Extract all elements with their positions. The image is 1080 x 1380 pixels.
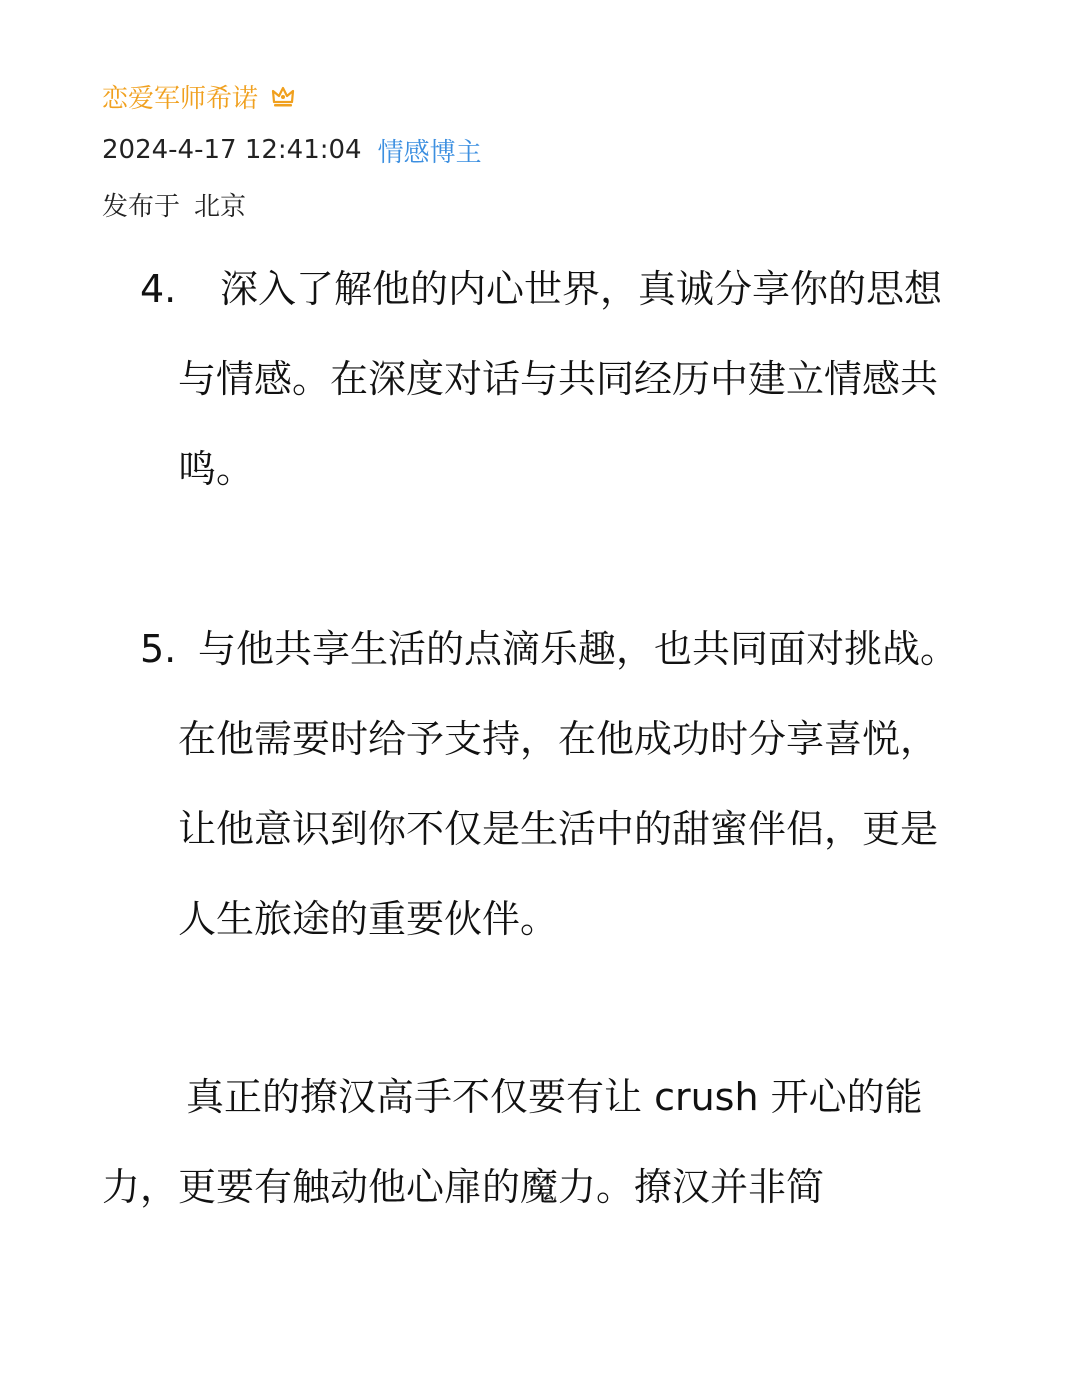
item-number: 4. [140, 267, 177, 311]
location-label: 发布于 [102, 191, 181, 222]
author-row [102, 70, 982, 122]
list-item [140, 244, 970, 514]
meta-row [102, 122, 982, 178]
crown-icon [270, 83, 296, 109]
author-name[interactable]: 恋爱军师希诺 [102, 83, 259, 114]
location-value: 北京 [194, 191, 247, 222]
role-tag[interactable]: 情感博主 [377, 137, 482, 168]
closing-paragraph: 真正的撩汉高手不仅要有让 crush 开心的能力，更要有触动他心扉的魔力。撩汉并非简 [102, 1075, 923, 1209]
post-header [102, 70, 982, 230]
list-item [140, 604, 970, 964]
item-text: 深入了解他的内心世界，真诚分享你的思想与情感。在深度对话与共同经历中建立情感共鸣。 [178, 267, 943, 491]
location-row [102, 178, 982, 230]
post-timestamp: 2024-4-17 12:41:04 [102, 135, 362, 165]
item-number: 5. [140, 627, 177, 671]
item-text: 与他共享生活的点滴乐趣，也共同面对挑战。在他需要时给予支持，在他成功时分享喜悦，让他意识到你不仅是生活中的甜蜜伴侣，更是人生旅途的重要伙伴。 [178, 627, 959, 941]
